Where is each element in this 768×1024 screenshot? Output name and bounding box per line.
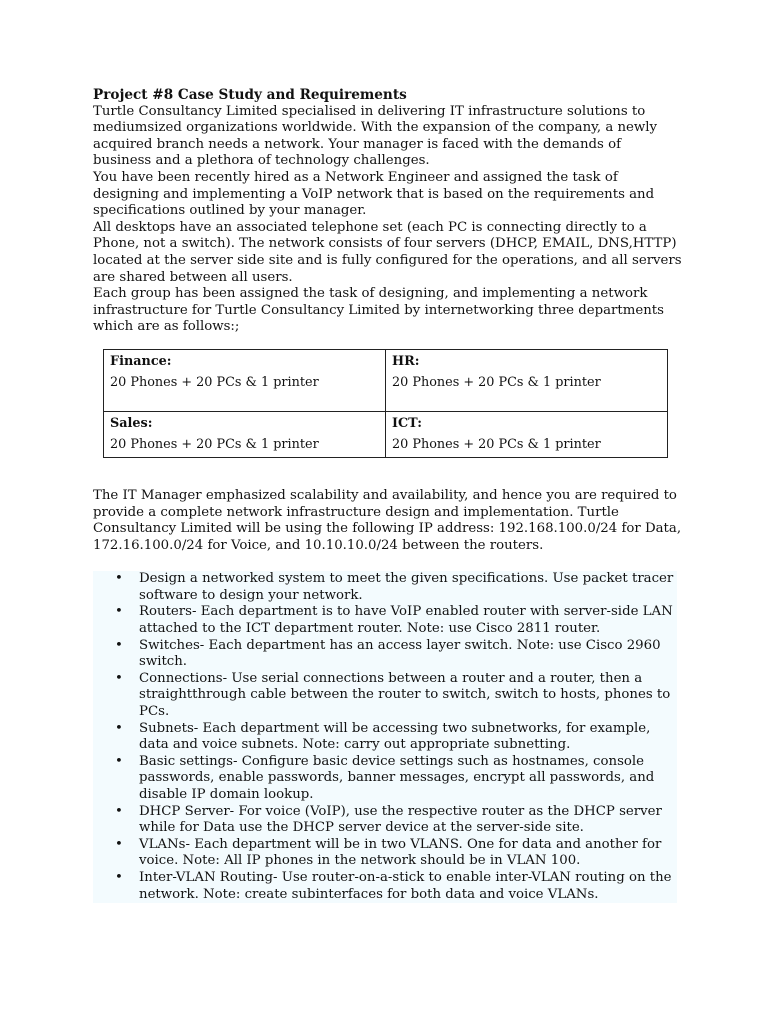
desktops-paragraph: All desktops have an associated telephone set (each PC is connecting directly to a Phone, not a switch). The network consists of four servers (DHCP, EMAIL, DNS,HTTP) located at the server side site and is fully configured for the operations, and all servers are shared between all users.	[93, 219, 682, 285]
list-item: • Subnets- Each department will be accessing two subnetworks, for example, data and voice subnets. Note: carry out appropriate subnetting.	[139, 721, 677, 754]
department-detail: 20 Phones + 20 PCs & 1 printer	[392, 374, 601, 390]
table-row	[104, 411, 668, 457]
department-name: HR:	[392, 353, 420, 369]
requirements-list	[93, 571, 677, 903]
department-detail: 20 Phones + 20 PCs & 1 printer	[110, 374, 319, 390]
department-name: Finance:	[110, 353, 172, 369]
intro-paragraph: Turtle Consultancy Limited specialised in delivering IT infrastructure solutions to mediumsized organizations worldwide. With the expansion of the company, a newly acquired branch needs a network. Your manager is faced with the demands of business and a plethora of technology challenges.	[93, 103, 658, 169]
department-name: ICT:	[392, 415, 422, 431]
document-body	[93, 87, 683, 903]
list-item: • Inter-VLAN Routing- Use router-on-a-stick to enable inter-VLAN routing on the network. Note: create subinterfaces for both data and voice VLANs.	[139, 870, 677, 903]
list-item: • Design a networked system to meet the given specifications. Use packet tracer software to design your network.	[139, 571, 677, 604]
table-row	[104, 349, 668, 411]
list-item: • VLANs- Each department will be in two VLANS. One for data and another for voice. Note: All IP phones in the network should be in VLAN 100.	[139, 837, 677, 870]
department-cell-sales	[104, 411, 386, 457]
department-detail: 20 Phones + 20 PCs & 1 printer	[392, 436, 601, 452]
list-item: • Switches- Each department has an access layer switch. Note: use Cisco 2960 switch.	[139, 638, 677, 671]
list-item: • Basic settings- Configure basic device settings such as hostnames, console passwords, enable passwords, banner messages, encrypt all passwords, and disable IP domain lookup.	[139, 754, 677, 804]
document-title: Project #8 Case Study and Requirements	[93, 87, 407, 103]
list-item: • Routers- Each department is to have VoIP enabled router with server-side LAN attached to the ICT department router. Note: use Cisco 2811 router.	[139, 604, 677, 637]
departments-table	[103, 349, 668, 458]
list-item: • Connections- Use serial connections between a router and a router, then a straightthrough cable between the router to switch, switch to hosts, phones to PCs.	[139, 671, 677, 721]
department-name: Sales:	[110, 415, 153, 431]
department-cell-finance	[104, 349, 386, 411]
role-paragraph: You have been recently hired as a Network Engineer and assigned the task of designing and implementing a VoIP network that is based on the requirements and specifications outlined by your manager.	[93, 169, 655, 219]
list-item: • DHCP Server- For voice (VoIP), use the respective router as the DHCP server while for Data use the DHCP server device at the server-side site.	[139, 804, 677, 837]
manager-note-paragraph: The IT Manager emphasized scalability and availability, and hence you are required to provide a complete network infrastructure design and implementation. Turtle Consultancy Limited will be using the following IP address: 192.168.100.0/24 for Data, 172.16.100.0/24 for Voice, and 10.10.10.0/24 between the routers.	[93, 487, 682, 553]
department-cell-ict	[386, 411, 668, 457]
task-paragraph: Each group has been assigned the task of designing, and implementing a network infrastructure for Turtle Consultancy Limited by internetworking three departments which are as follows:;	[93, 286, 664, 335]
department-cell-hr	[386, 349, 668, 411]
department-detail: 20 Phones + 20 PCs & 1 printer	[110, 436, 319, 452]
